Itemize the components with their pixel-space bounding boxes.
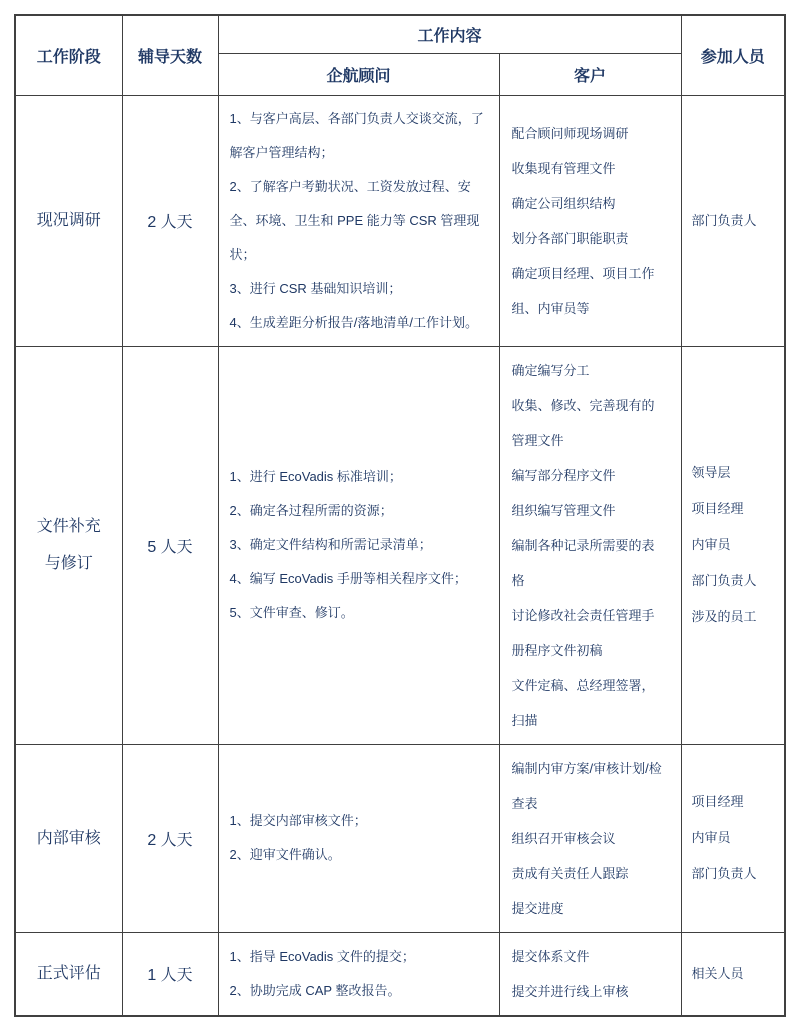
consultant-tasks-cell [218,932,499,1016]
customer-task: 划分各部门职能职责 [511,230,629,246]
customer-task: 提交并进行线上审核 [511,983,629,999]
participant: 内审员 [691,537,731,552]
customer-task: 组织召开审核会议 [511,830,616,846]
consultant-tasks-cell [218,346,499,744]
days-cell [122,95,218,346]
participants-cell [681,346,785,744]
phase-cell [15,932,122,1016]
consultant-task: 2、迎审文件确认。 [229,847,341,862]
participants-cell [681,95,785,346]
customer-task: 提交体系文件 [511,948,590,964]
customer-task: 收集现有管理文件 [511,160,616,176]
participant: 相关人员 [691,965,744,981]
customer-task: 责成有关责任人跟踪 [511,865,629,881]
header-customer: 客户 [499,53,681,95]
customer-task: 确定公司组织结构 [511,195,616,211]
consultant-task: 1、与客户高层、各部门负责人交谈交流，了解客户管理结构； [229,110,484,160]
table-body [15,95,785,1016]
consultant-task: 1、提交内部审核文件； [229,813,367,828]
table-row [15,744,785,932]
header-row-top [15,15,785,53]
header-participants: 参加人员 [681,15,785,95]
consultant-task: 2、了解客户考勤状况、工资发放过程、安全、环境、卫生和 PPE 能力等 CSR 管理现状； [229,178,480,262]
table-row [15,95,785,346]
phase-label: 与修订 [44,555,93,572]
customer-task: 确定编写分工 [511,362,590,378]
phase-label: 现况调研 [36,212,101,229]
customer-task: 编制内审方案/审核计划/检查表 [511,760,662,811]
customer-task: 讨论修改社会责任管理手册程序文件初稿 [511,607,655,658]
customer-task: 确定项目经理、项目工作组、内审员等 [511,265,655,316]
participant: 部门负责人 [691,573,757,588]
phase-cell [15,346,122,744]
participant: 内审员 [691,830,731,845]
participant: 部门负责人 [691,212,757,228]
days-cell [122,744,218,932]
customer-tasks-cell [499,346,681,744]
work-plan-table [14,14,786,1017]
customer-tasks-cell [499,932,681,1016]
customer-tasks-cell [499,95,681,346]
days-cell [122,346,218,744]
table-row [15,346,785,744]
customer-task: 配合顾问师现场调研 [511,125,629,141]
customer-task: 编写部分程序文件 [511,467,616,483]
days-value: 2 人天 [147,831,193,849]
phase-label: 内部审核 [36,829,101,847]
consultant-task: 2、协助完成 CAP 整改报告。 [229,982,401,998]
consultant-tasks-cell [218,95,499,346]
customer-task: 收集、修改、完善现有的管理文件 [511,397,655,448]
consultant-task: 4、编写 EcoVadis 手册等相关程序文件； [229,571,467,586]
customer-task: 组织编写管理文件 [511,502,616,518]
phase-cell [15,95,122,346]
participants-cell [681,932,785,1016]
participants-cell [681,744,785,932]
customer-task: 提交进度 [511,900,564,916]
table-row [15,932,785,1016]
customer-task: 文件定稿、总经理签署，扫描 [511,677,655,728]
participant: 领导层 [691,465,731,480]
consultant-task: 1、进行 EcoVadis 标准培训； [229,469,402,484]
consultant-task: 5、文件审查、修订。 [229,605,354,620]
consultant-task: 3、确定文件结构和所需记录清单； [229,537,432,552]
days-value: 2 人天 [147,214,193,231]
participant: 项目经理 [691,794,744,809]
participant: 涉及的员工 [691,609,757,624]
days-value: 5 人天 [147,538,193,556]
days-cell [122,932,218,1016]
consultant-task: 1、指导 EcoVadis 文件的提交； [229,948,415,964]
header-phase: 工作阶段 [15,15,122,95]
consultant-task: 3、进行 CSR 基础知识培训； [229,280,402,296]
participant: 项目经理 [691,501,744,516]
customer-task: 编制各种记录所需要的表格 [511,537,655,588]
consultant-tasks-cell [218,744,499,932]
consultant-task: 4、生成差距分析报告/落地清单/工作计划。 [229,314,478,330]
days-value: 1 人天 [147,967,193,984]
consultant-task: 2、确定各过程所需的资源； [229,503,393,518]
customer-tasks-cell [499,744,681,932]
phase-cell [15,744,122,932]
participant: 部门负责人 [691,866,757,881]
header-days: 辅导天数 [122,15,218,95]
phase-label: 文件补充 [36,518,101,535]
phase-label: 正式评估 [36,965,101,982]
header-content: 工作内容 [218,15,681,53]
header-consultant: 企航顾问 [218,53,499,95]
